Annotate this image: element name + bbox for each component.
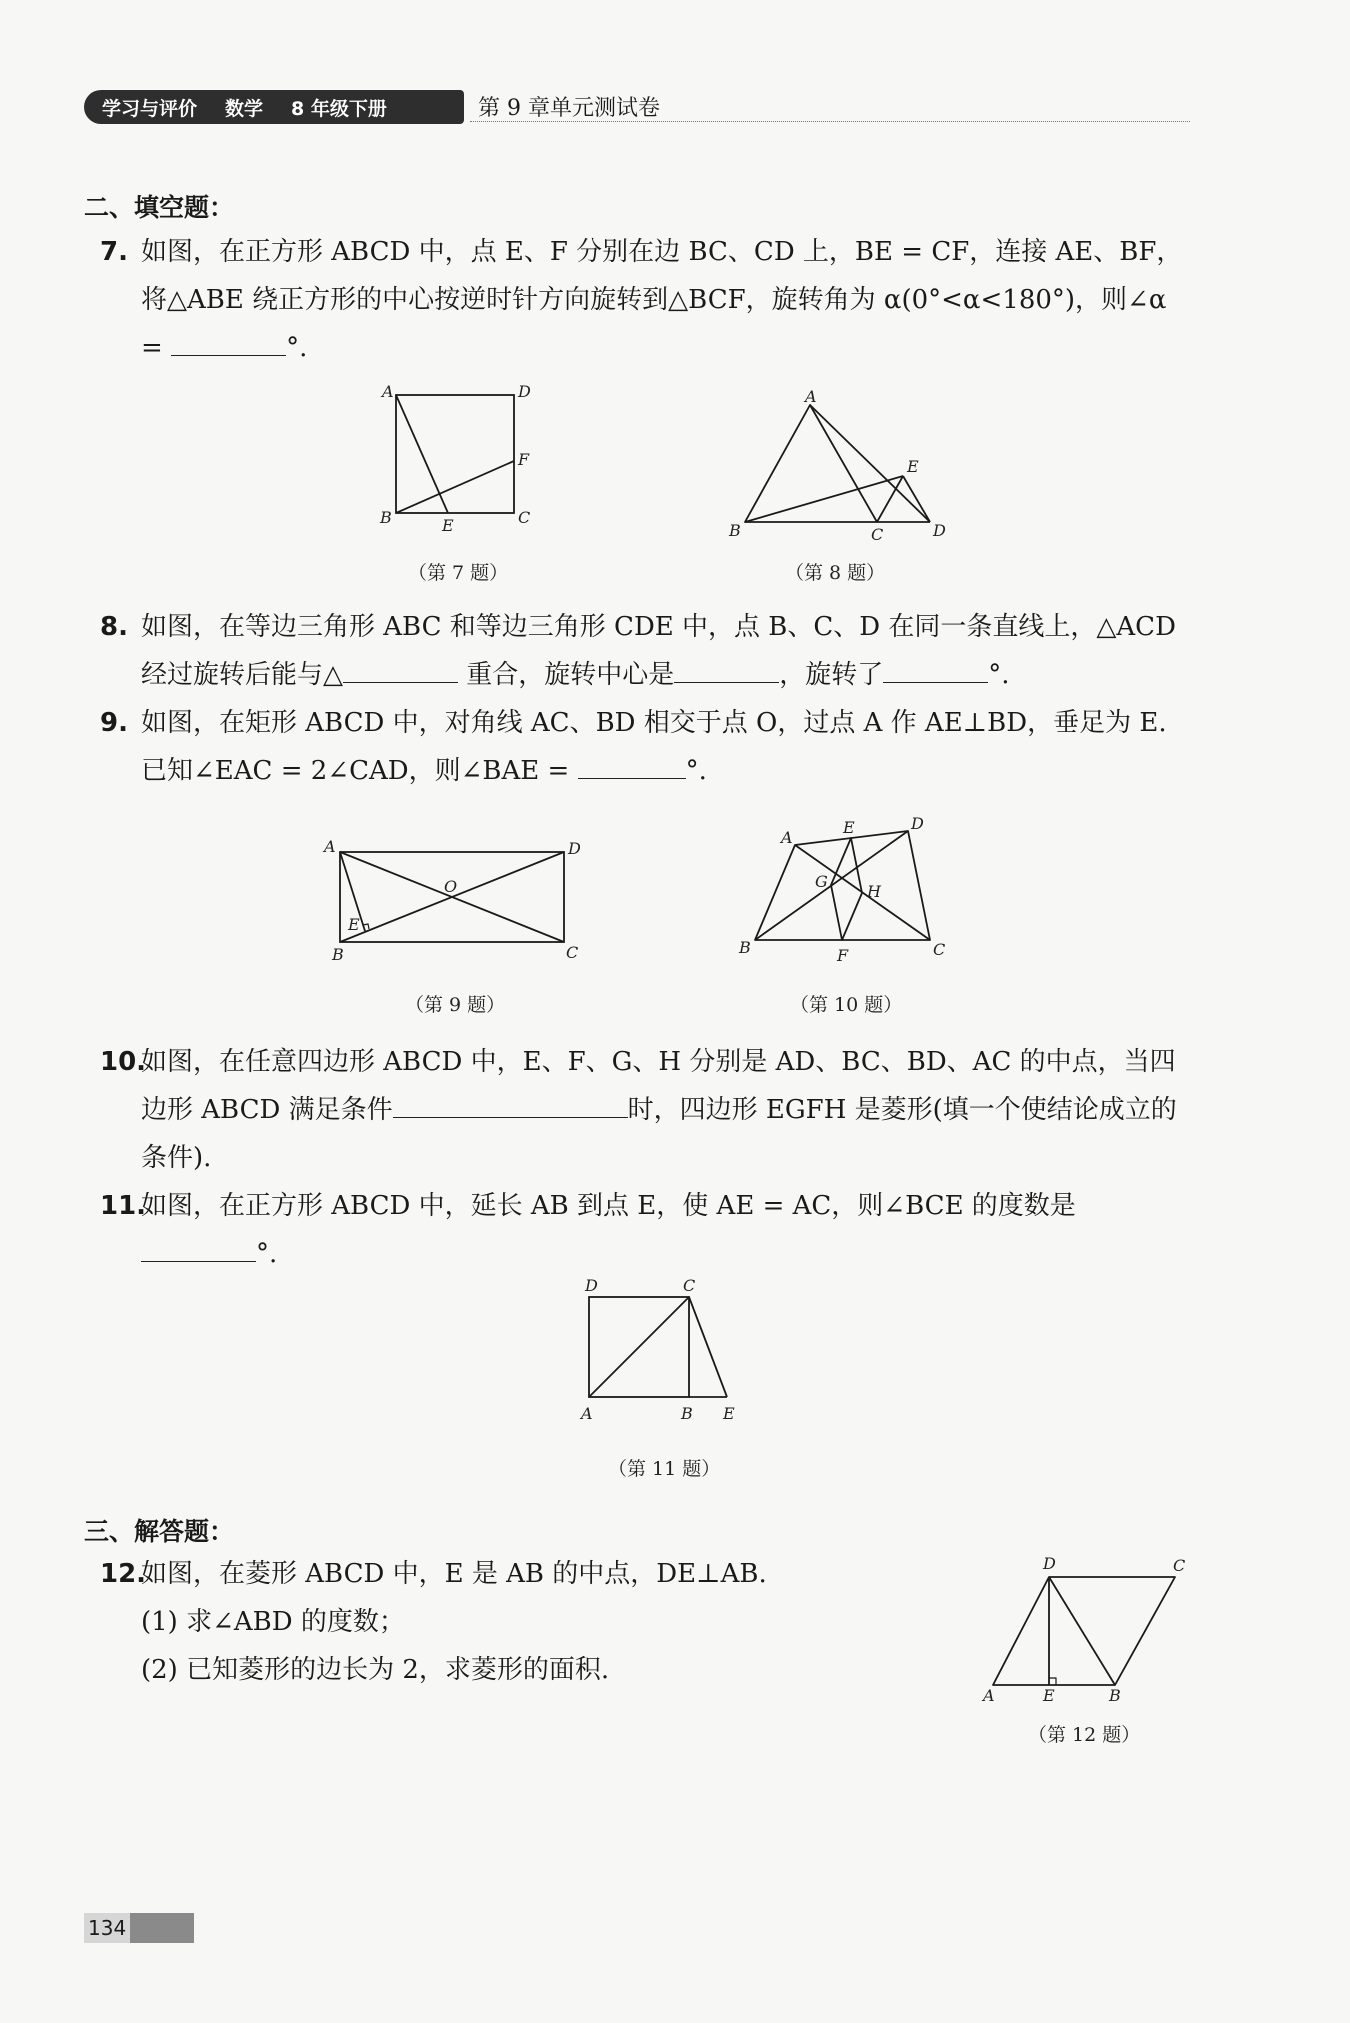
- diagonal-ac: [589, 1297, 689, 1397]
- question-text-4: °.: [988, 660, 1010, 690]
- label-d: D: [933, 521, 946, 540]
- book-header-badge: [84, 90, 464, 124]
- question-text: 如图，在等边三角形 ABC 和等边三角形 CDE 中，点 B、C、D 在同一条直线上，△ACD 经过旋转后能与△: [141, 612, 1176, 690]
- answer-blank[interactable]: [141, 1231, 256, 1262]
- label-a: A: [581, 1404, 593, 1423]
- question-7: [100, 228, 1190, 372]
- figure-10-diagram: [735, 815, 955, 965]
- figure-8-diagram: [725, 387, 955, 550]
- label-e: E: [442, 516, 454, 535]
- square-abcd: [396, 395, 514, 513]
- figure-8-caption: （第 8 题）: [785, 562, 886, 584]
- label-d: D: [1043, 1554, 1056, 1573]
- label-c: C: [1173, 1556, 1186, 1575]
- subject: 数学: [225, 97, 264, 120]
- label-b: B: [681, 1404, 693, 1423]
- question-number: 9.: [100, 708, 128, 738]
- answer-blank[interactable]: [578, 748, 686, 779]
- label-g: G: [815, 872, 828, 891]
- label-c: C: [871, 525, 884, 544]
- label-e: E: [907, 457, 919, 476]
- label-a: A: [781, 828, 793, 847]
- label-a: A: [382, 382, 394, 401]
- question-text-tail: 时，四边形 EGFH 是菱形(填一个使结论成立的条件).: [141, 1095, 1177, 1173]
- figure-9-diagram: [322, 836, 582, 966]
- page-number: 134: [84, 1913, 194, 1943]
- right-angle-mark: [1049, 1678, 1056, 1685]
- label-h: H: [867, 882, 881, 901]
- question-9: [100, 699, 1190, 795]
- question-text-tail: °.: [685, 756, 707, 786]
- label-b: B: [380, 508, 392, 527]
- answer-blank-3[interactable]: [883, 652, 988, 683]
- figure-11-diagram: [575, 1276, 745, 1433]
- question-number: 7.: [100, 237, 128, 267]
- question-number: 11.: [100, 1191, 147, 1221]
- label-a: A: [324, 837, 336, 856]
- section-solve: 三、解答题：: [84, 1517, 235, 1546]
- question-text: 如图，在任意四边形 ABCD 中，E、F、G、H 分别是 AD、BC、BD、AC 的中点，当四边形 ABCD 满足条件: [141, 1047, 1176, 1125]
- question-10: [100, 1038, 1190, 1182]
- segment-db: [1049, 1577, 1115, 1685]
- label-e: E: [348, 915, 360, 934]
- label-d: D: [568, 839, 581, 858]
- label-b: B: [332, 945, 344, 964]
- triangle-abc: [745, 405, 877, 522]
- label-c: C: [518, 508, 531, 527]
- rhombus-abcd: [993, 1577, 1175, 1685]
- book-title: 学习与评价: [102, 97, 198, 120]
- header-divider: [470, 121, 1190, 122]
- question-text: 如图，在菱形 ABCD 中，E 是 AB 的中点，DE⊥AB.: [141, 1559, 767, 1589]
- question-text-3: ，旋转了: [779, 660, 884, 690]
- figure-12-diagram: [975, 1553, 1195, 1703]
- question-11: [100, 1182, 1190, 1278]
- label-e: E: [843, 818, 855, 837]
- label-b: B: [1109, 1686, 1121, 1705]
- question-number: 10.: [100, 1047, 147, 1077]
- label-d: D: [518, 382, 531, 401]
- question-12: [100, 1550, 800, 1598]
- segment-ae: [396, 395, 448, 513]
- label-a: A: [983, 1686, 995, 1705]
- figure-10-caption: （第 10 题）: [790, 994, 903, 1016]
- chapter-title: 第 9 章单元测试卷: [478, 96, 660, 121]
- label-d: D: [585, 1276, 598, 1295]
- question-text-tail: °.: [286, 333, 308, 363]
- label-e: E: [1043, 1686, 1055, 1705]
- figure-7-diagram: [380, 383, 540, 533]
- question-12-part-1: (1) 求∠ABD 的度数；: [141, 1607, 405, 1637]
- figure-12-caption: （第 12 题）: [1028, 1724, 1141, 1746]
- question-number: 12.: [100, 1559, 147, 1589]
- question-8: [100, 603, 1190, 699]
- question-text: 如图，在矩形 ABCD 中，对角线 AC、BD 相交于点 O，过点 A 作 AE⊥BD，垂足为 E.已知∠EAC = 2∠CAD，则∠BAE =: [141, 708, 1167, 786]
- grade: 8 年级下册: [291, 97, 387, 120]
- answer-blank[interactable]: [171, 325, 286, 356]
- section-fill-blank: 二、填空题：: [84, 193, 235, 222]
- figure-9-caption: （第 9 题）: [405, 994, 506, 1016]
- label-c: C: [683, 1276, 696, 1295]
- answer-blank[interactable]: [393, 1087, 628, 1118]
- segment-ce: [689, 1297, 727, 1397]
- answer-blank-2[interactable]: [674, 652, 779, 683]
- figure-7-caption: （第 7 题）: [408, 562, 509, 584]
- question-text: 如图，在正方形 ABCD 中，点 E、F 分别在边 BC、CD 上，BE = CF，连接 AE、BF，将△ABE 绕正方形的中心按逆时针方向旋转到△BCF，旋转角为 α(0°<α<180°)，则∠α =: [141, 237, 1183, 363]
- label-b: B: [739, 938, 751, 957]
- question-number: 8.: [100, 612, 128, 642]
- question-text-tail: °.: [256, 1239, 278, 1269]
- segment-bf: [396, 461, 514, 513]
- label-e: E: [723, 1404, 735, 1423]
- label-o: O: [444, 877, 458, 896]
- question-12-part-2: (2) 已知菱形的边长为 2，求菱形的面积.: [141, 1655, 610, 1685]
- figure-11-caption: （第 11 题）: [608, 1458, 721, 1480]
- label-b: B: [729, 521, 741, 540]
- label-a: A: [805, 387, 817, 406]
- label-f: F: [837, 946, 849, 965]
- question-text: 如图，在正方形 ABCD 中，延长 AB 到点 E，使 AE = AC，则∠BCE 的度数是: [141, 1191, 1076, 1221]
- label-c: C: [566, 943, 579, 962]
- quadrilateral-abcd: [755, 831, 930, 940]
- label-c: C: [933, 940, 946, 959]
- label-f: F: [518, 450, 530, 469]
- answer-blank-1[interactable]: [343, 652, 458, 683]
- segment-be: [745, 476, 903, 522]
- label-d: D: [911, 814, 924, 833]
- question-text-2: 重合，旋转中心是: [458, 660, 675, 690]
